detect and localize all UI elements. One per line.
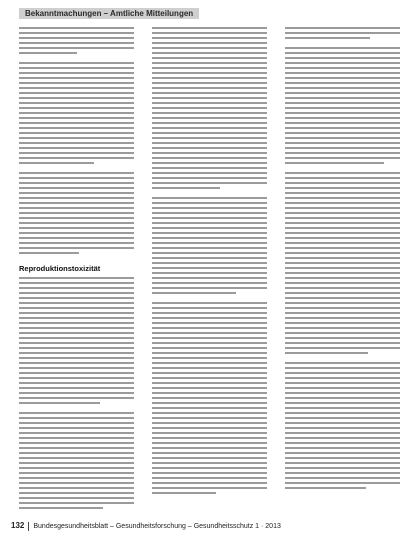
text-line — [152, 112, 267, 114]
text-line — [285, 232, 400, 234]
text-line — [285, 237, 400, 239]
text-line — [152, 172, 267, 174]
text-line — [19, 467, 134, 469]
text-line — [19, 372, 134, 374]
text-line — [152, 52, 267, 54]
text-line — [19, 447, 134, 449]
text-line — [152, 62, 267, 64]
text-line — [152, 277, 267, 279]
text-line — [19, 172, 134, 174]
text-line — [285, 452, 400, 454]
page-number: 132 — [11, 521, 25, 530]
text-line — [19, 497, 134, 499]
text-line — [152, 257, 267, 259]
text-line — [19, 132, 134, 134]
text-line — [19, 432, 134, 434]
text-line — [152, 427, 267, 429]
text-line — [19, 217, 134, 219]
text-line — [285, 267, 400, 269]
text-line — [285, 457, 400, 459]
text-line — [152, 237, 267, 239]
text-line — [285, 247, 400, 249]
text-line — [19, 492, 134, 494]
text-line — [285, 437, 400, 439]
text-line — [19, 137, 134, 139]
text-line — [19, 362, 134, 364]
text-line — [152, 492, 216, 494]
text-line — [152, 372, 267, 374]
text-line — [19, 387, 134, 389]
text-line — [285, 307, 400, 309]
text-line — [152, 162, 267, 164]
text-line — [285, 342, 400, 344]
text-line — [152, 382, 267, 384]
text-column-middle — [152, 27, 267, 518]
text-line — [19, 27, 134, 29]
text-line — [152, 262, 267, 264]
text-line — [19, 192, 134, 194]
text-line — [19, 277, 134, 279]
text-line — [19, 227, 134, 229]
text-line — [285, 187, 400, 189]
text-line — [285, 447, 400, 449]
text-line — [19, 152, 134, 154]
text-line — [19, 207, 134, 209]
text-line — [19, 282, 134, 284]
text-line — [285, 252, 400, 254]
text-line — [19, 237, 134, 239]
text-line — [285, 97, 400, 99]
text-line — [285, 177, 400, 179]
text-line — [285, 332, 400, 334]
text-line — [285, 407, 400, 409]
text-line — [152, 232, 267, 234]
text-line — [152, 327, 267, 329]
text-line — [285, 257, 400, 259]
text-line — [152, 387, 267, 389]
text-line — [285, 207, 400, 209]
text-line — [19, 142, 134, 144]
text-line — [285, 132, 400, 134]
text-line — [19, 482, 134, 484]
text-line — [152, 392, 267, 394]
text-line — [19, 67, 134, 69]
text-line — [285, 417, 400, 419]
text-line — [285, 282, 400, 284]
text-line — [152, 442, 267, 444]
text-line — [152, 102, 267, 104]
text-line — [19, 87, 134, 89]
text-line — [285, 322, 400, 324]
text-line — [19, 52, 77, 54]
text-line — [152, 397, 267, 399]
text-line — [152, 407, 267, 409]
text-line — [19, 507, 103, 509]
text-line — [19, 247, 134, 249]
text-line — [152, 412, 267, 414]
text-line — [285, 82, 400, 84]
text-line — [19, 367, 134, 369]
text-line — [152, 127, 267, 129]
text-line — [285, 367, 400, 369]
text-line — [152, 177, 267, 179]
text-line — [19, 127, 134, 129]
text-line — [285, 162, 384, 164]
text-line — [19, 477, 134, 479]
text-line — [285, 157, 400, 159]
text-line — [152, 417, 267, 419]
text-line — [152, 322, 267, 324]
text-line — [152, 182, 267, 184]
text-line — [19, 97, 134, 99]
text-line — [19, 292, 134, 294]
text-line — [285, 277, 400, 279]
text-line — [19, 117, 134, 119]
text-line — [19, 187, 134, 189]
text-line — [285, 112, 400, 114]
text-line — [19, 182, 134, 184]
text-line — [152, 197, 267, 199]
text-line — [19, 392, 134, 394]
text-line — [19, 212, 134, 214]
text-line — [19, 427, 134, 429]
text-line — [19, 47, 134, 49]
text-line — [152, 332, 267, 334]
text-line — [152, 437, 267, 439]
text-line — [19, 502, 134, 504]
text-line — [285, 27, 400, 29]
text-line — [285, 292, 400, 294]
text-line — [285, 32, 400, 34]
text-line — [19, 157, 134, 159]
text-line — [285, 427, 400, 429]
text-line — [285, 197, 400, 199]
text-line — [19, 107, 134, 109]
text-line — [19, 412, 134, 414]
text-line — [152, 447, 267, 449]
text-line — [152, 132, 267, 134]
text-line — [152, 357, 267, 359]
text-line — [152, 67, 267, 69]
text-line — [152, 422, 267, 424]
text-line — [19, 82, 134, 84]
text-line — [19, 397, 134, 399]
text-line — [19, 72, 134, 74]
text-line — [285, 462, 400, 464]
text-line — [19, 287, 134, 289]
text-line — [19, 197, 134, 199]
text-line — [152, 292, 236, 294]
text-line — [285, 352, 368, 354]
text-line — [152, 267, 267, 269]
text-line — [152, 217, 267, 219]
text-line — [152, 122, 267, 124]
text-line — [19, 342, 134, 344]
text-line — [152, 462, 267, 464]
text-line — [152, 152, 267, 154]
text-line — [285, 422, 400, 424]
text-line — [152, 147, 267, 149]
text-line — [285, 487, 366, 489]
text-line — [285, 172, 400, 174]
text-line — [285, 52, 400, 54]
text-line — [19, 162, 94, 164]
text-line — [152, 107, 267, 109]
text-line — [285, 412, 400, 414]
text-line — [152, 227, 267, 229]
text-line — [152, 137, 267, 139]
text-line — [19, 32, 134, 34]
text-line — [19, 452, 134, 454]
text-line — [19, 62, 134, 64]
text-line — [152, 247, 267, 249]
text-line — [285, 137, 400, 139]
text-line — [19, 92, 134, 94]
text-line — [19, 382, 134, 384]
text-line — [285, 362, 400, 364]
text-line — [285, 47, 400, 49]
text-line — [285, 107, 400, 109]
text-column-left — [19, 27, 134, 518]
text-line — [152, 117, 267, 119]
text-line — [152, 317, 267, 319]
text-line — [152, 242, 267, 244]
text-line — [152, 347, 267, 349]
text-line — [19, 457, 134, 459]
text-line — [152, 272, 267, 274]
text-line — [285, 122, 400, 124]
text-line — [285, 102, 400, 104]
footer-divider — [28, 522, 29, 531]
text-line — [19, 442, 134, 444]
section-tag: Bekanntmachungen – Amtliche Mitteilungen — [19, 8, 199, 19]
text-line — [152, 222, 267, 224]
text-line — [152, 457, 267, 459]
text-line — [152, 157, 267, 159]
text-line — [285, 272, 400, 274]
text-line — [152, 37, 267, 39]
text-line — [152, 57, 267, 59]
text-line — [285, 147, 400, 149]
text-line — [285, 152, 400, 154]
text-line — [19, 322, 134, 324]
text-line — [19, 357, 134, 359]
text-line — [285, 442, 400, 444]
text-line — [152, 72, 267, 74]
text-line — [152, 202, 267, 204]
text-line — [285, 77, 400, 79]
text-line — [19, 347, 134, 349]
text-line — [285, 192, 400, 194]
text-line — [285, 372, 400, 374]
text-line — [19, 37, 134, 39]
text-line — [285, 117, 400, 119]
text-line — [285, 477, 400, 479]
text-line — [152, 452, 267, 454]
journal-line: Bundesgesundheitsblatt – Gesundheitsforschung – Gesundheitsschutz 1 · 2013 — [33, 523, 281, 530]
text-line — [19, 112, 134, 114]
text-line — [19, 297, 134, 299]
text-line — [152, 97, 267, 99]
text-line — [285, 402, 400, 404]
text-line — [285, 242, 400, 244]
text-column-right — [285, 27, 400, 518]
text-line — [152, 252, 267, 254]
text-line — [19, 177, 134, 179]
text-line — [152, 142, 267, 144]
text-line — [152, 167, 267, 169]
text-line — [152, 77, 267, 79]
text-line — [19, 317, 134, 319]
text-line — [285, 472, 400, 474]
text-line — [152, 187, 220, 189]
text-line — [285, 127, 400, 129]
text-line — [152, 92, 267, 94]
text-line — [152, 337, 267, 339]
text-line — [19, 147, 134, 149]
text-line — [19, 307, 134, 309]
text-line — [152, 47, 267, 49]
text-line — [285, 142, 400, 144]
text-line — [19, 122, 134, 124]
text-line — [285, 37, 370, 39]
text-line — [285, 72, 400, 74]
text-line — [19, 42, 134, 44]
text-line — [285, 337, 400, 339]
text-line — [285, 182, 400, 184]
text-line — [285, 312, 400, 314]
text-line — [285, 67, 400, 69]
text-line — [19, 332, 134, 334]
text-line — [285, 87, 400, 89]
text-line — [19, 437, 134, 439]
text-line — [152, 82, 267, 84]
text-line — [152, 342, 267, 344]
text-line — [19, 202, 134, 204]
text-line — [19, 302, 134, 304]
text-line — [19, 487, 134, 489]
text-line — [19, 232, 134, 234]
text-line — [285, 202, 400, 204]
text-line — [152, 467, 267, 469]
text-line — [152, 27, 267, 29]
text-line — [285, 212, 400, 214]
text-line — [152, 307, 267, 309]
text-line — [19, 327, 134, 329]
text-line — [152, 282, 267, 284]
subheading: Reproduktionstoxizität — [19, 264, 101, 273]
text-line — [285, 57, 400, 59]
text-line — [152, 402, 267, 404]
text-line — [152, 362, 267, 364]
text-line — [152, 472, 267, 474]
text-line — [19, 222, 134, 224]
text-line — [285, 297, 400, 299]
text-line — [285, 222, 400, 224]
text-line — [285, 217, 400, 219]
text-line — [19, 77, 134, 79]
text-line — [19, 352, 134, 354]
text-line — [152, 487, 267, 489]
text-line — [285, 377, 400, 379]
text-line — [19, 252, 79, 254]
text-line — [152, 32, 267, 34]
text-line — [285, 392, 400, 394]
text-line — [152, 212, 267, 214]
text-line — [285, 92, 400, 94]
text-line — [152, 287, 267, 289]
text-line — [152, 87, 267, 89]
text-line — [285, 347, 400, 349]
text-line — [19, 102, 134, 104]
text-line — [285, 302, 400, 304]
text-line — [19, 402, 100, 404]
text-line — [152, 302, 267, 304]
text-line — [152, 377, 267, 379]
text-line — [285, 382, 400, 384]
text-line — [285, 432, 400, 434]
text-line — [285, 387, 400, 389]
text-line — [152, 352, 267, 354]
text-line — [19, 242, 134, 244]
text-line — [19, 472, 134, 474]
text-line — [285, 62, 400, 64]
text-line — [152, 432, 267, 434]
text-line — [285, 262, 400, 264]
text-line — [19, 337, 134, 339]
text-line — [19, 417, 134, 419]
text-line — [285, 287, 400, 289]
text-line — [19, 462, 134, 464]
text-line — [285, 397, 400, 399]
text-line — [152, 42, 267, 44]
text-line — [285, 317, 400, 319]
page-footer — [11, 521, 281, 531]
text-line — [152, 312, 267, 314]
text-line — [285, 467, 400, 469]
text-line — [152, 477, 267, 479]
text-line — [19, 377, 134, 379]
text-line — [152, 207, 267, 209]
text-line — [152, 482, 267, 484]
text-line — [19, 312, 134, 314]
text-line — [19, 422, 134, 424]
text-line — [285, 227, 400, 229]
text-line — [285, 482, 400, 484]
text-line — [152, 367, 267, 369]
text-line — [285, 327, 400, 329]
